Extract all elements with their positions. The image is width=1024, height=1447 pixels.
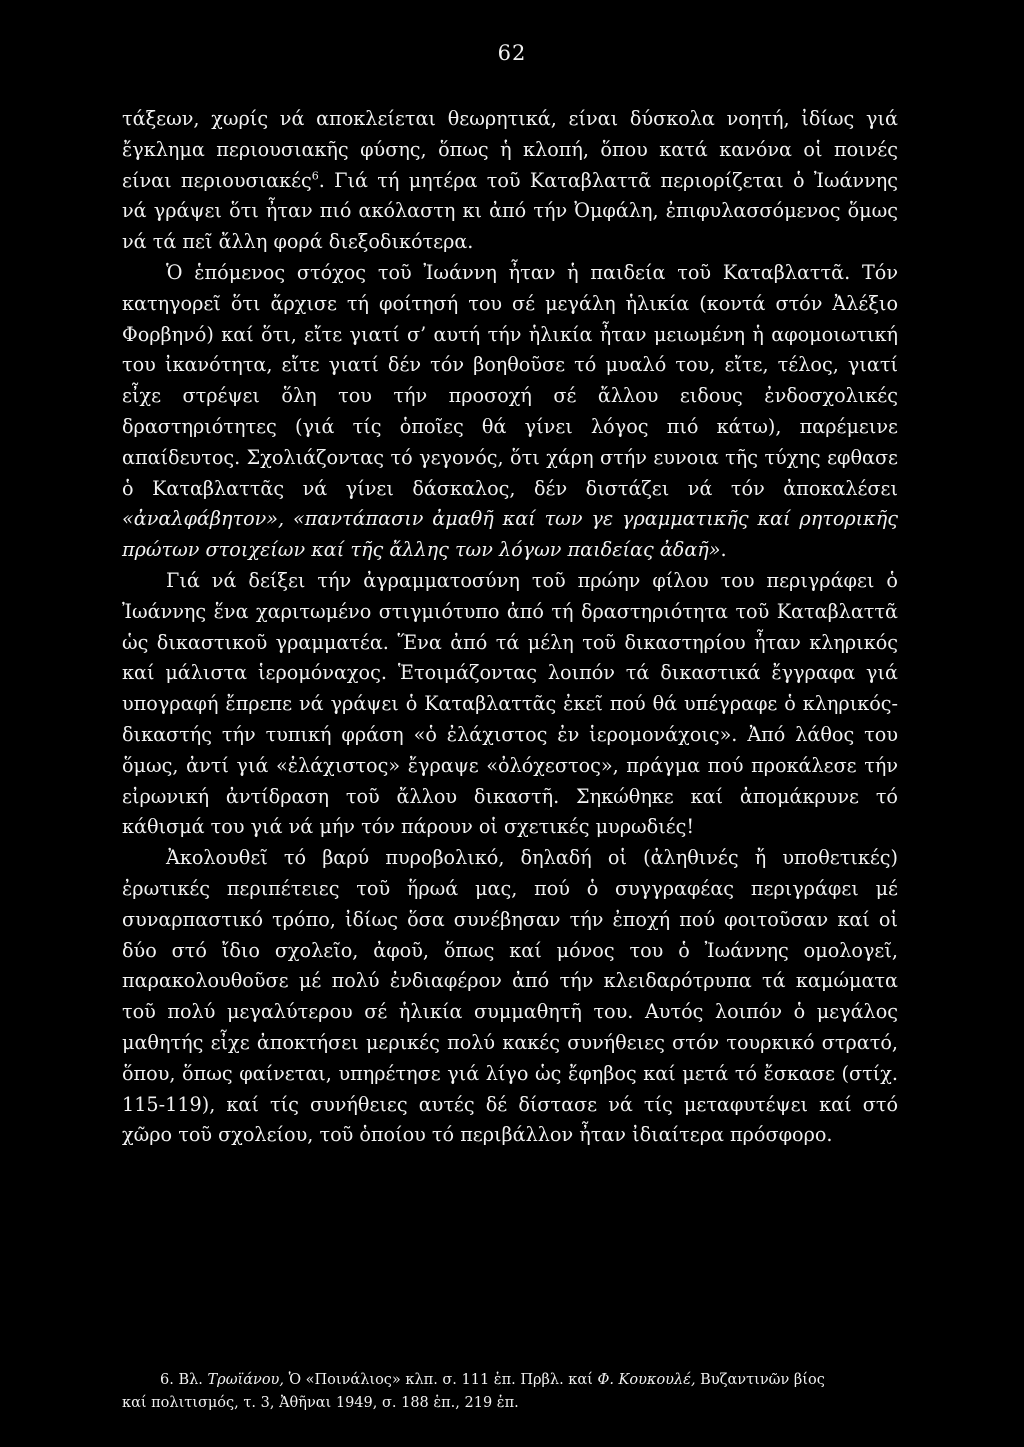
page-number: 62 (497, 41, 527, 65)
footnote-6-line-2: καί πολιτισμός, τ. 3, Ἀθῆναι 1949, σ. 188 ἑπ., 219 ἑπ. (122, 1395, 519, 1411)
footnote-reference: 6 (311, 169, 319, 183)
footnote-6-text-a: 6. Βλ. (160, 1372, 208, 1388)
paragraph-3 (122, 566, 898, 843)
paragraph-2 (122, 258, 898, 566)
footnotes (122, 1369, 902, 1415)
footnote-6-author-1: Τρωϊάνου, (207, 1372, 284, 1388)
footnote-6-line-1 (122, 1369, 902, 1392)
paragraph-4 (122, 843, 898, 1151)
paragraph-1-text-b: . Γιά τή μητέρα τοῦ Καταβλαττᾶ περιορίζεται ὁ Ἰωάννης νά γράψει ὅτι ἦταν πιό ακόλαστη κι ἀπό τήν Ὀμφάλη, ἐπιφυλασσόμενος ὅμως νά τά πεῖ ἄλλη φορά διεξοδικότερα. (122, 168, 898, 254)
footnote-6-text-c: Βυζαντινῶν βίος (695, 1372, 825, 1388)
footnote-6-author-2: Φ. Κουκουλέ, (597, 1372, 696, 1388)
paragraph-2-text-b: . (720, 538, 727, 562)
paragraph-1 (122, 104, 898, 258)
body-text (122, 104, 898, 1151)
footnote-6-text-b: Ὁ «Ποινάλιος» κλπ. σ. 111 ἑπ. Πρβλ. καί (283, 1372, 598, 1388)
paragraph-2-text-a: Ὁ ἑπόμενος στόχος τοῦ Ἰωάννη ἦταν ἡ παιδεία τοῦ Καταβλαττᾶ. Τόν κατηγορεῖ ὅτι ἄρχισε τή φοίτησή του σέ μεγάλη ἡλικία (κοντά στόν Ἀλέξιο Φορβηνό) καί ὅτι, εἴτε γιατί σ’ αυτή τήν ἡλικία ἦταν μειωμένη ἡ αφομοιωτική του ἰκανότητα, εἴτε γιατί δέν τόν βοηθοῦσε τό μυαλό του, εἴτε, τέλος, γιατί εἶχε στρέψει ὅλη του τήν προσοχή σέ ἄλλου ειδους ἐνδοσχολικές δραστηριότητες (γιά τίς ὁποῖες θά γίνει λόγος πιό κάτω), παρέμεινε απαίδευτος. Σχολιάζοντας τό γεγονός, ὅτι χάρη στήν ευνοια τῆς τύχης εφθασε ὁ Καταβλαττᾶς νά γίνει δάσκαλος, δέν διστάζει νά τόν ἀποκαλέσει (122, 260, 898, 500)
paragraph-1-text-a: τάξεων, χωρίς νά αποκλείεται θεωρητικά, είναι δύσκολα νοητή, ἰδίως γιά ἔγκλημα περιουσιακῆς φύσης, ὅπως ἡ κλοπή, ὅπου κατά κανόνα οἱ ποινές είναι περιουσιακές (122, 107, 898, 192)
paragraph-4-text: Ἀκολουθεῖ τό βαρύ πυροβολικό, δηλαδή οἱ (ἀληθινές ἤ υποθετικές) ἐρωτικές περιπέτειες τοῦ ἥρωά μας, πού ὁ συγγραφέας περιγράφει μέ συναρπαστικό τρόπο, ἰδίως ὅσα συνέβησαν τήν ἐποχή πού φοιτοῦσαν καί οἱ δύο στό ἴδιο σχολεῖο, ἀφοῦ, ὅπως καί μόνος του ὁ Ἰωάννης ομολογεῖ, παρακολουθοῦσε μέ πολύ ἐνδιαφέρον ἀπό τήν κλειδαρότρυπα τά καμώματα τοῦ πολύ μεγαλύτερου σέ ἡλικία συμμαθητῆ του. Αυτός λοιπόν ὁ μεγάλος μαθητής εἶχε ἀποκτήσει μερικές πολύ κακές συνήθειες στόν τουρκικό στρατό, ὅπου, ὅπως φαίνεται, υπηρέτησε γιά λίγο ὡς ἔφηβος καί μετά τό ἔσκασε (στίχ. 115-119), καί τίς συνήθειες αυτές δέ δίστασε νά τίς μεταφυτέψει καί στό χῶρο τοῦ σχολείου, τοῦ ὁποίου τό περιβάλλον ἦταν ἰδιαίτερα πρόσφορο. (122, 846, 898, 1147)
paragraph-2-quotation: «ἀναλφάβητον», «παντάπασιν ἀμαθῆ καί των γε γραμματικῆς καί ρητορικῆς πρώτων στοιχείων καί τῆς ἄλλης των λόγων παιδείας ἀδαῆ» (122, 507, 898, 562)
paragraph-3-text: Γιά νά δείξει τήν ἀγραμματοσύνη τοῦ πρώην φίλου του περιγράφει ὁ Ἰωάννης ἕνα χαριτωμένο στιγμιότυπο ἀπό τή δραστηριότητα τοῦ Καταβλαττᾶ ὡς δικαστικοῦ γραμματέα. Ἕνα ἀπό τά μέλη τοῦ δικαστηρίου ἦταν κληρικός καί μάλιστα ἱερομόναχος. Ἑτοιμάζοντας λοιπόν τά δικαστικά ἔγγραφα γιά υπογραφή ἔπρεπε νά γράψει ὁ Καταβλαττᾶς ἐκεῖ πού θά υπέγραφε ὁ κληρικός-δικαστής τήν τυπική φράση «ὁ ἐλάχιστος ἐν ἱερομονάχοις». Ἀπό λάθος του ὅμως, ἀντί γιά «ἐλάχιστος» ἔγραψε «ὀλόχεστος», πράγμα πού προκάλεσε τήν εἰρωνική ἀντίδραση τοῦ ἄλλου δικαστῆ. Σηκώθηκε καί ἀπομάκρυνε τό κάθισμά του γιά νά μήν τόν πάρουν οἱ σχετικές μυρωδιές! (122, 568, 898, 839)
